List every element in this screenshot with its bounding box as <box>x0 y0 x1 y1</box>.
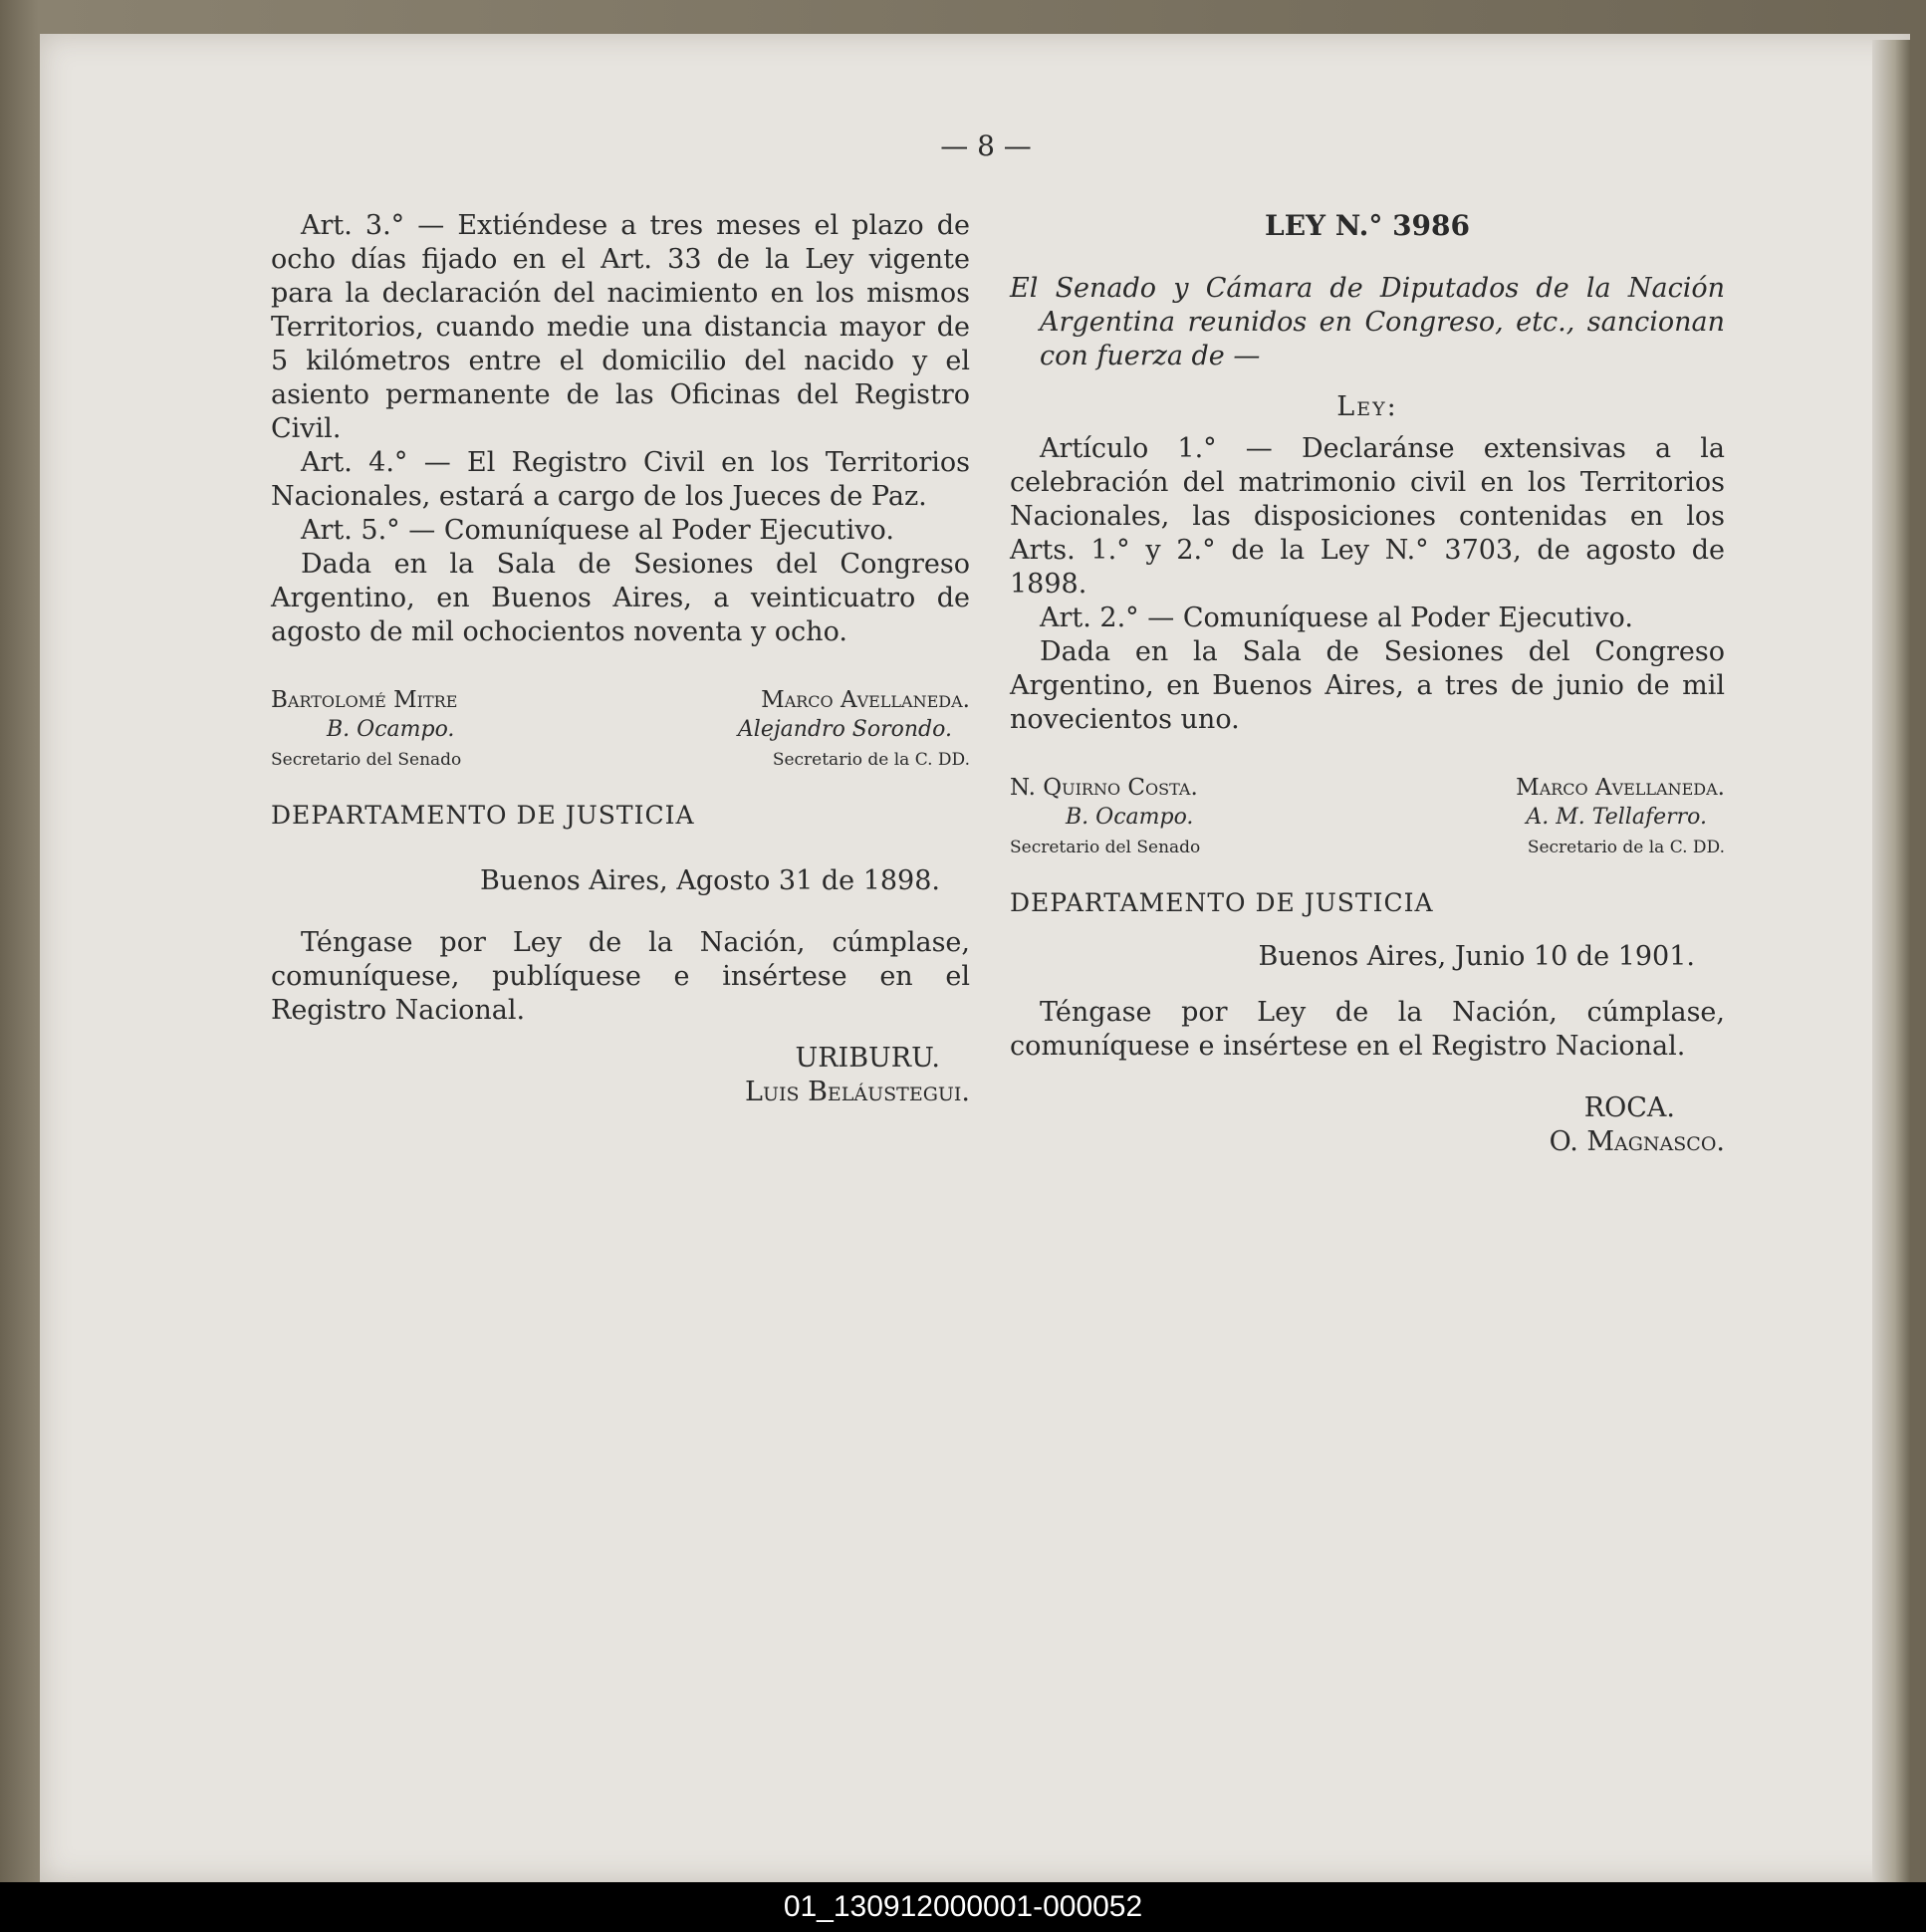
decree-text: Téngase por Ley de la Nación, cúmplase, comuníquese, publíquese e insértese en el Registro Nacional. <box>271 927 970 1026</box>
executive-signatures-right <box>1010 1091 1725 1159</box>
decree-date-right: Buenos Aires, Junio 10 de 1901. <box>1258 941 1695 972</box>
page-edge <box>1872 40 1910 1882</box>
article-2: Art. 2.° — Comuníquese al Poder Ejecutivo. <box>1040 603 1633 633</box>
chamber-role-right: Secretario de la C. DD. <box>1527 838 1725 857</box>
senate-president: Bartolomé Mitre <box>271 687 458 713</box>
dada-clause-right: Dada en la Sala de Sesiones del Congreso Argentino, en Buenos Aires, a tres de junio de mil novecientos uno. <box>1010 636 1725 735</box>
senate-signature-right <box>1010 773 1200 862</box>
senate-president-right: N. Quirno Costa. <box>1010 775 1198 801</box>
signer-minister-right: O. Magnasco. <box>1549 1126 1725 1157</box>
chamber-secretary: Alejandro Sorondo. <box>737 717 952 742</box>
article-1: Artículo 1.° — Declaránse extensivas a la celebración del matrimonio civil en los Territorios Nacionales, las disposiciones contenidas en los Arts. 1.° y 2.° de la Ley N.° 3703, de agosto de 1898. <box>1010 433 1725 600</box>
chamber-signature-right <box>1516 773 1725 862</box>
chamber-president-right: Marco Avellaneda. <box>1516 775 1725 801</box>
left-column <box>271 209 970 1109</box>
chamber-president: Marco Avellaneda. <box>761 687 970 713</box>
chamber-role: Secretario de la C. DD. <box>772 750 970 770</box>
department-heading: DEPARTAMENTO DE JUSTICIA <box>271 801 695 830</box>
senate-signature <box>271 685 461 775</box>
law-preamble: El Senado y Cámara de Diputados de la Nación Argentina reunidos en Congreso, etc., sancionan con fuerza de — <box>1010 273 1725 371</box>
article-3: Art. 3.° — Extiéndese a tres meses el plazo de ocho días fijado en el Art. 33 de la Ley vigente para la declaración del nacimiento en los mismos Territorios, cuando medie una distancia mayor de 5 kilómetros entre el domicilio del nacido y el asiento permanente de las Oficinas del Registro Civil. <box>271 210 970 444</box>
chamber-secretary-right: A. M. Tellaferro. <box>1526 805 1707 830</box>
decree-text-right: Téngase por Ley de la Nación, cúmplase, comuníquese e insértese en el Registro Nacional. <box>1010 997 1725 1062</box>
dada-clause: Dada en la Sala de Sesiones del Congreso Argentino, en Buenos Aires, a veinticuatro de agosto de mil ochocientos noventa y ocho. <box>271 549 970 647</box>
senate-secretary-right: B. Ocampo. <box>1066 805 1194 830</box>
signatures-right <box>1010 773 1725 862</box>
scan-id-footer: 01_130912000001-000052 <box>0 1882 1926 1932</box>
article-4: Art. 4.° — El Registro Civil en los Territorios Nacionales, estará a cargo de los Jueces de Paz. <box>271 447 970 512</box>
signer-president-right: ROCA. <box>1583 1092 1675 1123</box>
senate-role: Secretario del Senado <box>271 750 462 770</box>
ley-heading: Ley: <box>1336 391 1398 422</box>
decree-date: Buenos Aires, Agosto 31 de 1898. <box>480 865 940 896</box>
executive-signatures <box>271 1042 970 1109</box>
senate-role-right: Secretario del Senado <box>1010 838 1201 857</box>
law-title: LEY N.° 3986 <box>1265 209 1470 242</box>
right-column <box>1010 209 1725 1159</box>
signatures <box>271 685 970 775</box>
signer-minister: Luis Beláustegui. <box>745 1077 970 1107</box>
page-number: — 8 — <box>940 129 1032 162</box>
senate-secretary: B. Ocampo. <box>327 717 455 742</box>
department-heading-right: DEPARTAMENTO DE JUSTICIA <box>1010 888 1434 917</box>
chamber-signature <box>738 685 970 775</box>
signer-president: URIBURU. <box>795 1043 940 1074</box>
article-5: Art. 5.° — Comuníquese al Poder Ejecutivo. <box>301 515 894 546</box>
